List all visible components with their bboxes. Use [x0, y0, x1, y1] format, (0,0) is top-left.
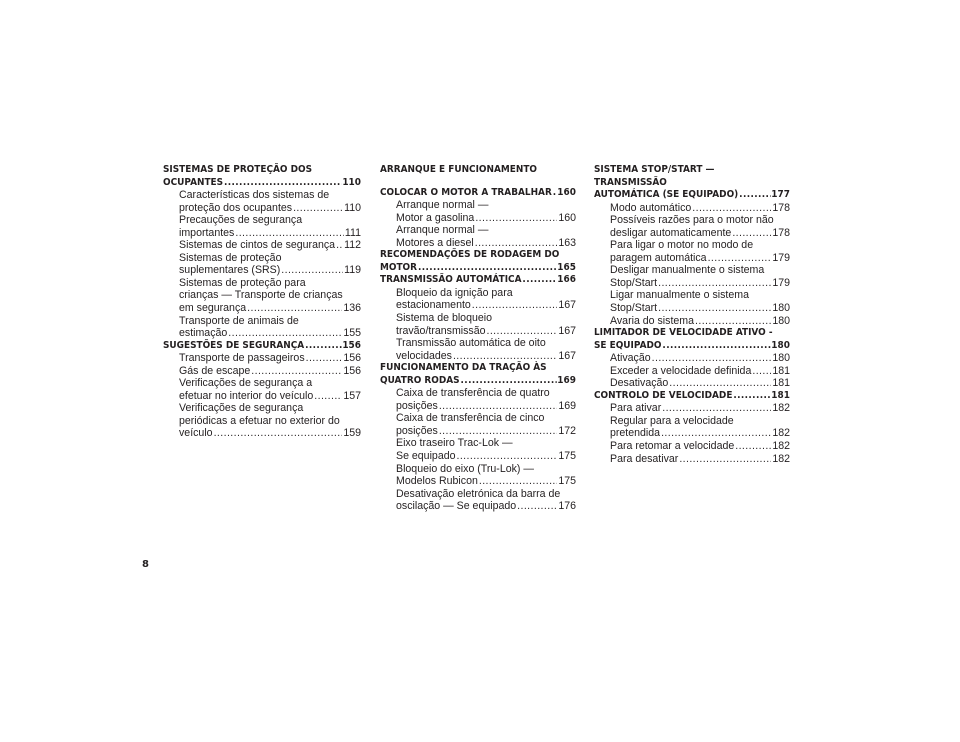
dot-leader	[228, 327, 342, 340]
toc-page-number: 180	[771, 339, 790, 351]
toc-page-number: 179	[772, 276, 790, 289]
dot-leader	[735, 440, 771, 453]
toc-page-number: 157	[343, 389, 361, 402]
toc-entry-line	[396, 500, 576, 513]
toc-entry-line	[594, 390, 790, 403]
toc-entry-text: LIMITADOR DE VELOCIDADE ATIVO -	[594, 327, 773, 339]
toc-entry	[594, 440, 790, 453]
dot-leader	[669, 377, 771, 390]
dot-leader	[453, 350, 557, 363]
dot-leader	[224, 177, 341, 190]
spacer	[380, 177, 576, 187]
toc-entry-text: periódicas a efetuar no exterior do	[179, 414, 340, 427]
dot-leader	[306, 352, 343, 365]
toc-entry	[594, 202, 790, 215]
toc-section-heading	[163, 164, 361, 189]
toc-entry	[594, 415, 790, 440]
toc-entry-title: suplementares (SRS)	[179, 264, 281, 277]
toc-entry-line	[179, 264, 361, 277]
toc-entry-text: Verificações de segurança a	[179, 377, 313, 390]
toc-section-heading	[594, 164, 790, 202]
dot-leader	[247, 302, 342, 315]
toc-page-number: 181	[771, 389, 790, 401]
toc-entry	[163, 214, 361, 239]
toc-section-heading	[163, 340, 361, 353]
toc-entry-line	[380, 262, 576, 275]
toc-entry-text: Para ligar o motor no modo de	[610, 239, 754, 252]
toc-page-number: 178	[772, 226, 790, 239]
toc-entry-title: COLOCAR O MOTOR A TRABALHAR	[380, 186, 552, 198]
toc-entry-line	[610, 427, 790, 440]
toc-entry-text: Arranque normal —	[396, 224, 489, 237]
toc-entry	[594, 402, 790, 415]
toc-entry-title: efetuar no interior do veículo	[179, 389, 314, 402]
toc-entry-line	[396, 350, 576, 363]
toc-entry	[380, 437, 576, 462]
dot-leader	[251, 365, 342, 378]
toc-entry	[380, 312, 576, 337]
toc-column-2	[380, 164, 576, 513]
toc-entry-text: Caixa de transferência de quatro	[396, 387, 550, 400]
toc-entry-title: CONTROLO DE VELOCIDADE	[594, 389, 733, 401]
toc-entry-line	[610, 402, 790, 415]
dot-leader	[461, 375, 557, 388]
dot-leader	[553, 187, 557, 200]
dot-leader	[314, 390, 342, 403]
dot-leader	[739, 189, 770, 202]
toc-section-heading	[380, 187, 576, 200]
dot-leader	[475, 212, 557, 225]
toc-entry-title: posições	[396, 424, 438, 437]
toc-page-number: 156	[343, 364, 361, 377]
toc-entry-title: SUGESTÕES DE SEGURANÇA	[163, 339, 305, 351]
toc-entry	[163, 352, 361, 365]
toc-entry-title: QUATRO RODAS	[380, 374, 460, 386]
toc-entry	[594, 289, 790, 314]
toc-entry-line	[610, 440, 790, 453]
toc-page-number: 156	[342, 339, 361, 351]
toc-entry-text: SISTEMA STOP/START — TRANSMISSÃO	[594, 164, 715, 188]
toc-entry-title: Stop/Start	[610, 302, 658, 315]
toc-page-number: 159	[343, 427, 361, 440]
toc-entry	[163, 315, 361, 340]
dot-leader	[439, 425, 558, 438]
dot-leader	[679, 453, 771, 466]
toc-entry-title: pretendida	[610, 427, 661, 440]
toc-entry-line	[179, 239, 361, 252]
toc-page-number: 136	[343, 302, 361, 315]
dot-leader	[487, 325, 558, 338]
toc-page-number: 180	[772, 314, 790, 327]
toc-entry-text: Precauções de segurança	[179, 214, 303, 227]
toc-entry	[380, 224, 576, 249]
dot-leader	[472, 299, 558, 312]
dot-leader	[695, 315, 771, 328]
toc-entry-title: MOTOR	[380, 261, 418, 273]
toc-entry	[594, 453, 790, 466]
toc-entry-title: AUTOMÁTICA (SE EQUIPADO)	[594, 189, 739, 201]
toc-entry-text: Eixo traseiro Trac-Lok —	[396, 437, 513, 450]
toc-entry-title: importantes	[179, 226, 235, 239]
toc-section-heading	[594, 390, 790, 403]
toc-section-heading	[380, 362, 576, 387]
toc-page-number: 172	[558, 424, 576, 437]
dot-leader	[658, 302, 771, 315]
toc-page-number: 176	[558, 500, 576, 513]
toc-entry-text: SISTEMAS DE PROTEÇÃO DOS	[163, 164, 313, 175]
toc-entry-text: Transmissão automática de oito	[396, 337, 546, 350]
toc-column-1	[163, 164, 361, 440]
dot-leader	[517, 500, 557, 513]
toc-section-heading	[380, 249, 576, 274]
toc-entry-title: travão/transmissão	[396, 324, 486, 337]
dot-leader	[708, 252, 772, 265]
toc-entry-text: RECOMENDAÇÕES DE RODAGEM DO	[380, 249, 560, 261]
toc-entry-text: FUNCIONAMENTO DA TRAÇÃO ÀS	[380, 362, 547, 374]
toc-page-number: 110	[342, 176, 361, 188]
toc-page-number: 155	[343, 327, 361, 340]
toc-entry-title: OCUPANTES	[163, 176, 224, 188]
toc-entry-line	[594, 189, 790, 202]
toc-entry-text: Sistemas de proteção	[179, 251, 282, 264]
dot-leader	[661, 427, 771, 440]
toc-entry-text: Regular para a velocidade	[610, 414, 734, 427]
toc-entry-text: Possíveis razões para o motor não	[610, 214, 774, 227]
dot-leader	[336, 239, 343, 252]
toc-page-number: 182	[772, 440, 790, 453]
toc-entry-line	[396, 425, 576, 438]
dot-leader	[305, 340, 341, 353]
toc-entry-line	[610, 277, 790, 290]
toc-entry	[594, 264, 790, 289]
toc-page-number: 175	[558, 475, 576, 488]
toc-entry-title: estacionamento	[396, 299, 471, 312]
toc-page-number: 178	[772, 201, 790, 214]
toc-page-number: 180	[772, 302, 790, 315]
toc-page-number: 181	[772, 377, 790, 390]
toc-entry-line	[179, 390, 361, 403]
toc-entry-line	[380, 274, 576, 287]
dot-leader	[214, 427, 343, 440]
toc-entry-line	[610, 227, 790, 240]
toc-entry-title: proteção dos ocupantes	[179, 201, 293, 214]
toc-entry-text: Bloqueio do eixo (Tru-Lok) —	[396, 462, 534, 475]
toc-entry-title: SE EQUIPADO	[594, 339, 662, 351]
toc-entry	[380, 337, 576, 362]
dot-leader	[479, 475, 557, 488]
toc-page-number: 163	[558, 236, 576, 249]
toc-page-number: 177	[771, 189, 790, 201]
toc-entry-title: Para retomar a velocidade	[610, 440, 735, 453]
toc-entry-title: Sistemas de cintos de segurança	[179, 239, 336, 252]
toc-entry-title: Gás de escape	[179, 364, 251, 377]
toc-page-number: 181	[772, 364, 790, 377]
toc-entry	[380, 463, 576, 488]
toc-entry-title: Transporte de passageiros	[179, 352, 305, 365]
toc-entry-text: Desativação eletrónica da barra de	[396, 487, 561, 500]
toc-entry	[380, 412, 576, 437]
toc-page-number: 180	[772, 352, 790, 365]
toc-entry-line	[163, 177, 361, 190]
toc-entry-title: Motores a diesel	[396, 236, 474, 249]
toc-page-number: 167	[558, 324, 576, 337]
toc-page-number: 160	[558, 211, 576, 224]
toc-entry-line	[610, 365, 790, 378]
toc-page-number: 110	[344, 201, 361, 214]
toc-entry-title: desligar automaticamente	[610, 226, 732, 239]
toc-entry-line	[396, 450, 576, 463]
dot-leader	[662, 402, 771, 415]
toc-entry-text: Transporte de animais de	[179, 314, 299, 327]
toc-entry-title: Ativação	[610, 352, 651, 365]
toc-entry-title: Se equipado	[396, 450, 456, 463]
toc-page-number: 166	[557, 274, 576, 286]
toc-entry	[594, 214, 790, 239]
toc-page-number: 160	[557, 186, 576, 198]
toc-entry-line	[179, 352, 361, 365]
toc-entry	[380, 287, 576, 312]
toc-page-number: 156	[343, 352, 361, 365]
toc-entry	[163, 365, 361, 378]
toc-entry-title: Stop/Start	[610, 276, 658, 289]
dot-leader	[418, 262, 556, 275]
toc-entry-line	[179, 302, 361, 315]
toc-entry-title: Exceder a velocidade definida	[610, 364, 752, 377]
toc-entry-line	[380, 375, 576, 388]
toc-entry-line	[179, 427, 361, 440]
toc-entry	[594, 315, 790, 328]
toc-entry-text: Bloqueio da ignição para	[396, 286, 513, 299]
toc-page-number: 169	[558, 399, 576, 412]
toc-page-number: 179	[772, 251, 790, 264]
toc-entry	[163, 377, 361, 402]
toc-page-number: 111	[344, 226, 361, 239]
toc-entry-title: veículo	[179, 427, 213, 440]
dot-leader	[457, 450, 558, 463]
toc-section-heading	[380, 274, 576, 287]
toc-entry	[163, 277, 361, 315]
toc-entry-title: em segurança	[179, 302, 247, 315]
toc-page-number: 182	[772, 402, 790, 415]
dot-leader	[475, 237, 558, 250]
toc-entry	[594, 365, 790, 378]
toc-entry-line	[179, 327, 361, 340]
toc-entry-line	[610, 352, 790, 365]
toc-page-number: 165	[557, 261, 576, 273]
dot-leader	[281, 264, 343, 277]
toc-entry-line	[396, 475, 576, 488]
dot-leader	[692, 202, 771, 215]
toc-entry-title: Desativação	[610, 377, 669, 390]
toc-entry	[594, 239, 790, 264]
toc-entry-line	[396, 299, 576, 312]
toc-section-heading	[594, 327, 790, 352]
toc-entry-text: Sistema de bloqueio	[396, 312, 492, 325]
page-number: 8	[142, 559, 149, 570]
toc-entry	[163, 252, 361, 277]
toc-page-number: 167	[558, 349, 576, 362]
toc-entry-line	[610, 377, 790, 390]
toc-entry-title: paragem automática	[610, 251, 707, 264]
toc-entry-title: Motor a gasolina	[396, 211, 475, 224]
toc-entry	[380, 199, 576, 224]
toc-entry-line	[163, 340, 361, 353]
toc-entry-text: crianças — Transporte de crianças	[179, 289, 343, 302]
toc-entry-line	[610, 252, 790, 265]
toc-entry-text: ARRANQUE E FUNCIONAMENTO	[380, 164, 537, 175]
toc-entry-title: posições	[396, 399, 438, 412]
toc-entry-line	[179, 202, 361, 215]
toc-entry	[594, 352, 790, 365]
toc-page-number: 182	[772, 452, 790, 465]
toc-entry	[380, 387, 576, 412]
dot-leader	[439, 400, 558, 413]
toc-entry-title: estimação	[179, 327, 228, 340]
toc-page-number: 169	[557, 374, 576, 386]
toc-page-number: 167	[558, 299, 576, 312]
toc-entry-title: oscilação — Se equipado	[396, 500, 517, 513]
toc-entry-title: TRANSMISSÃO AUTOMÁTICA	[380, 274, 522, 286]
dot-leader	[732, 227, 771, 240]
dot-leader	[652, 352, 772, 365]
toc-entry-line	[396, 212, 576, 225]
dot-leader	[733, 390, 770, 403]
toc-entry-text: Sistemas de proteção para	[179, 276, 306, 289]
toc-entry	[594, 377, 790, 390]
toc-entry-text: Arranque normal —	[396, 199, 489, 212]
toc-entry	[163, 239, 361, 252]
toc-entry-text: Caixa de transferência de cinco	[396, 412, 545, 425]
toc-entry-line	[610, 202, 790, 215]
dot-leader	[662, 340, 770, 353]
dot-leader	[293, 202, 343, 215]
toc-entry-line	[594, 340, 790, 353]
toc-entry-line	[380, 187, 576, 200]
toc-entry	[380, 488, 576, 513]
toc-entry-text: Desligar manualmente o sistema	[610, 264, 765, 277]
toc-page-number: 182	[772, 427, 790, 440]
toc-page-number: 112	[344, 239, 361, 252]
toc-entry-title: Para desativar	[610, 452, 679, 465]
toc-entry-title: Modelos Rubicon	[396, 475, 478, 488]
toc-page-number: 119	[344, 264, 361, 277]
toc-entry-line	[396, 237, 576, 250]
toc-entry-line	[396, 325, 576, 338]
dot-leader	[752, 365, 771, 378]
toc-column-3	[594, 164, 790, 465]
toc-page-number: 175	[558, 450, 576, 463]
toc-entry-title: Avaria do sistema	[610, 314, 695, 327]
dot-leader	[235, 227, 344, 240]
toc-entry-title: Para ativar	[610, 402, 662, 415]
toc-entry	[163, 189, 361, 214]
toc-section-heading	[380, 164, 576, 177]
toc-entry-line	[179, 365, 361, 378]
toc-entry-line	[396, 400, 576, 413]
toc-entry-line	[610, 302, 790, 315]
toc-entry-text: Características dos sistemas de	[179, 189, 330, 202]
toc-entry-title: Modo automático	[610, 201, 692, 214]
dot-leader	[658, 277, 771, 290]
toc-entry-line	[610, 453, 790, 466]
toc-entry-line	[179, 227, 361, 240]
toc-entry-text: Ligar manualmente o sistema	[610, 289, 749, 302]
toc-entry-line	[610, 315, 790, 328]
dot-leader	[522, 274, 556, 287]
toc-entry-text: Verificações de segurança	[179, 402, 304, 415]
toc-entry	[163, 402, 361, 440]
toc-entry-title: velocidades	[396, 349, 452, 362]
